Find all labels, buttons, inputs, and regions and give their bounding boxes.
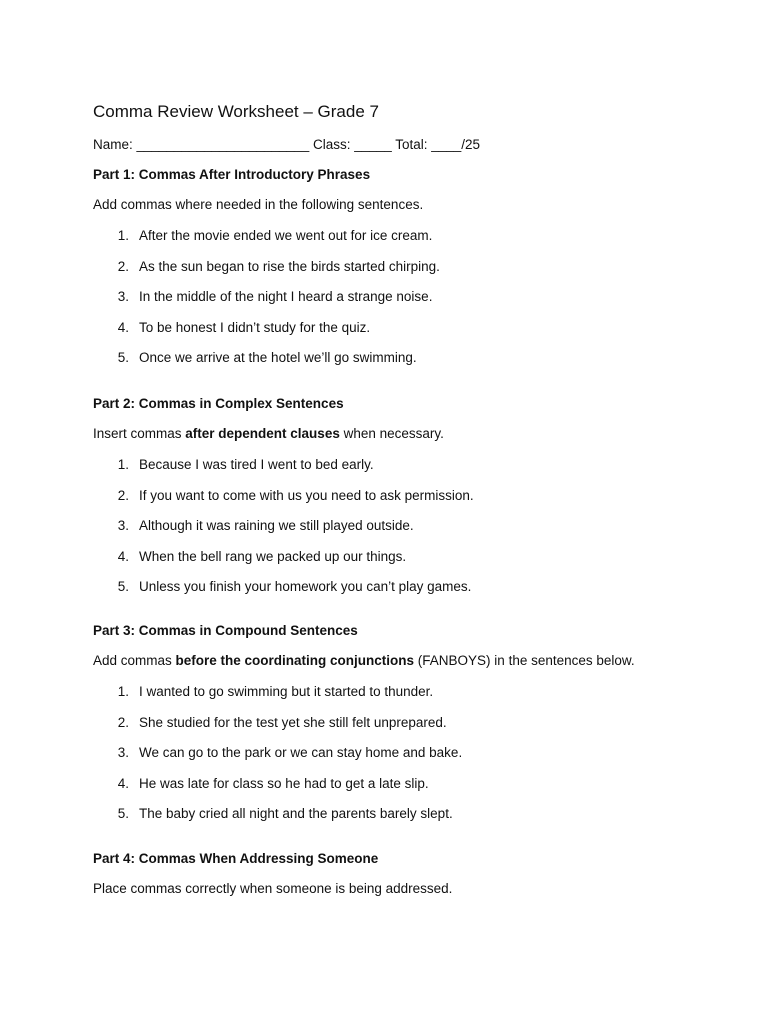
page-title: Comma Review Worksheet – Grade 7 [93,102,379,121]
exercise-item: 3 . We can go to the park or we can stay home and bake. [93,745,713,761]
exercise-list [93,684,713,822]
part-heading: Part 3: Commas in Compound Sentences [93,623,358,638]
exercise-item: 2 . If you want to come with us you need to ask permission. [93,488,713,504]
exercise-item: 5 . The baby cried all night and the parents barely slept. [93,806,713,822]
exercise-item: 3 . In the middle of the night I heard a strange noise. [93,289,713,305]
part-heading: Part 1: Commas After Introductory Phrases [93,167,371,182]
part-3-section [93,623,713,837]
exercise-item: 1 . Because I was tired I went to bed early. [93,457,713,473]
exercise-list [93,228,713,366]
part-instruction: Add commas before the coordinating conjunctions (FANBOYS) in the sentences below. [93,653,635,668]
exercise-item: 4 . When the bell rang we packed up our things. [93,549,713,565]
exercise-item: 5 . Once we arrive at the hotel we’ll go swimming. [93,350,713,366]
exercise-item: 4 . To be honest I didn’t study for the quiz. [93,320,713,336]
part-4-section [93,851,713,897]
exercise-item: 1 . I wanted to go swimming but it started to thunder. [93,684,713,700]
part-instruction: Place commas correctly when someone is being addressed. [93,881,453,896]
part-2-section [93,396,713,610]
part-instruction: Add commas where needed in the following sentences. [93,197,424,212]
part-instruction: Insert commas after dependent clauses when necessary. [93,426,444,441]
exercise-item: 3 . Although it was raining we still played outside. [93,518,713,534]
exercise-list [93,457,713,595]
part-heading: Part 2: Commas in Complex Sentences [93,396,344,411]
student-info-line: Name: _______________________ Class: _____ Total: ____/25 [93,137,481,152]
part-1-section [93,167,713,381]
exercise-item: 4 . He was late for class so he had to get a late slip. [93,776,713,792]
exercise-item: 2 . She studied for the test yet she still felt unprepared. [93,715,713,731]
exercise-item: 1 . After the movie ended we went out for ice cream. [93,228,713,244]
exercise-item: 5 . Unless you finish your homework you can’t play games. [93,579,713,595]
exercise-item: 2 . As the sun began to rise the birds started chirping. [93,259,713,275]
part-heading: Part 4: Commas When Addressing Someone [93,851,379,866]
